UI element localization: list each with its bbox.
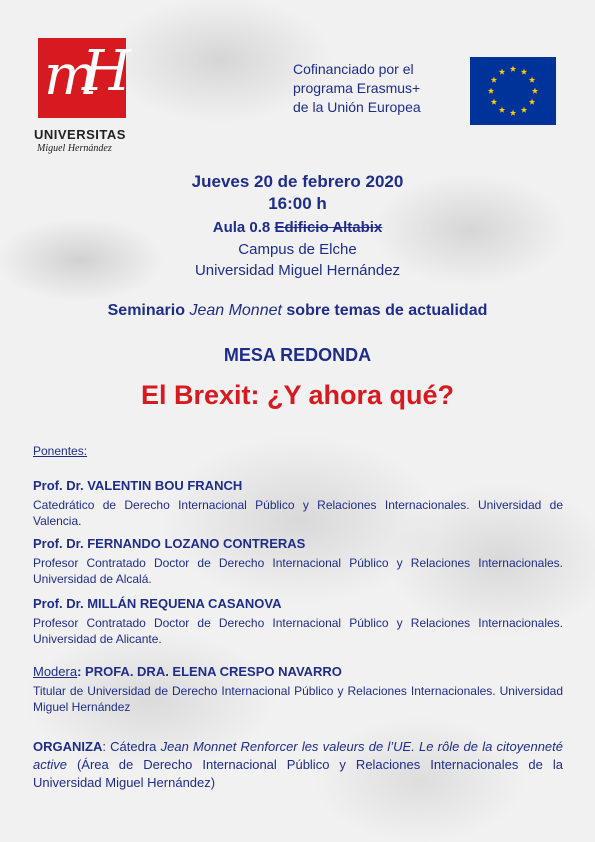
eu-star — [499, 69, 505, 75]
room-struck: Edificio Altabix — [274, 219, 383, 236]
event-university: Universidad Miguel Hernández — [194, 262, 401, 279]
seminar-title — [0, 302, 595, 320]
event-room — [0, 219, 595, 236]
eu-star — [491, 77, 497, 83]
eu-star — [488, 88, 494, 94]
main-title: El Brexit: ¿Y ahora qué? — [140, 380, 455, 410]
organiza-italic: Jean Monnet Renforcer les valeurs de l’UE. Le rôle de la citoyenneté active — [33, 739, 563, 772]
ponentes-label: Ponentes: — [33, 444, 88, 458]
eu-star — [491, 99, 497, 105]
logo-letter-h: H — [82, 39, 131, 104]
speaker-2-name — [33, 536, 563, 551]
organiza-block: ORGANIZA: Cátedra Jean Monnet Renforcer les valeurs de l’UE. Le rôle de la citoyenneté active (Área de Derecho Internacional Público y Relaciones Internacionales de la Universidad Miguel Hernández) — [33, 739, 563, 790]
logo-name: UNIVERSITAS — [34, 127, 126, 142]
seminar-suffix: sobre temas de actualidad — [286, 302, 488, 319]
room-label: Aula 0.8 — [212, 219, 271, 236]
speaker-prefix: Prof. Dr. — [33, 478, 84, 493]
cofin-line-3: de la Unión Europea — [293, 99, 421, 115]
logo-subtitle: Miguel Hernández — [37, 143, 112, 154]
event-campus: Campus de Elche — [238, 241, 357, 258]
eu-star — [510, 110, 516, 116]
speaker-name: VALENTIN BOU FRANCH — [87, 478, 243, 493]
speaker-prefix: Prof. Dr. — [33, 536, 84, 551]
moderator-line: Modera: PROFA. DRA. ELENA CRESPO NAVARRO — [33, 664, 342, 679]
speaker-prefix: Prof. Dr. — [33, 596, 84, 611]
eu-star — [529, 77, 535, 83]
speaker-name: MILLÁN REQUENA CASANOVA — [87, 596, 282, 611]
organiza-label: ORGANIZA — [33, 739, 103, 754]
event-time: 16:00 h — [268, 194, 327, 213]
eu-star — [521, 69, 527, 75]
mesa-redonda: MESA REDONDA — [223, 345, 372, 365]
speaker-2-desc: Profesor Contratado Doctor de Derecho Internacional Público y Relaciones Internacionales. Universidad de Alcalá. — [33, 556, 563, 586]
seminar-prefix: Seminario — [107, 302, 185, 319]
organiza-text1: Cátedra — [110, 739, 157, 754]
moderator-name: PROFA. DRA. ELENA CRESPO NAVARRO — [85, 664, 342, 679]
eu-flag-icon — [470, 57, 556, 125]
seminar-name: Jean Monnet — [189, 302, 282, 319]
event-date: Jueves 20 de febrero 2020 — [191, 172, 404, 191]
eu-stars — [470, 57, 556, 125]
umh-logo-icon — [38, 38, 131, 118]
cofin-line-1: Cofinanciado por el — [293, 61, 414, 77]
speaker-1-name — [33, 478, 563, 493]
logo-letter-m: m — [44, 43, 98, 108]
eu-star — [499, 107, 505, 113]
moderator-label: Modera — [33, 664, 78, 679]
cofinanciado-text — [293, 60, 463, 117]
cofin-line-2: programa Erasmus+ — [293, 80, 421, 96]
speaker-3-desc: Profesor Contratado Doctor de Derecho Internacional Público y Relaciones Internacionales. Universidad de Alicante. — [33, 616, 563, 646]
eu-star — [529, 99, 535, 105]
eu-star — [510, 66, 516, 72]
moderator-desc: Titular de Universidad de Derecho Internacional Público y Relaciones Internacionales. Universidad Miguel Hernández — [33, 684, 563, 714]
eu-star — [532, 88, 538, 94]
organiza-text2: (Área de Derecho Internacional Público y Relaciones Internacionales de la Universidad Miguel Hernández) — [33, 757, 563, 790]
eu-star — [521, 107, 527, 113]
speaker-1-desc: Catedrático de Derecho Internacional Público y Relaciones Internacionales. Universidad de Valencia. — [33, 498, 563, 528]
speaker-3-name — [33, 596, 563, 611]
speaker-name: FERNANDO LOZANO CONTRERAS — [87, 536, 306, 551]
